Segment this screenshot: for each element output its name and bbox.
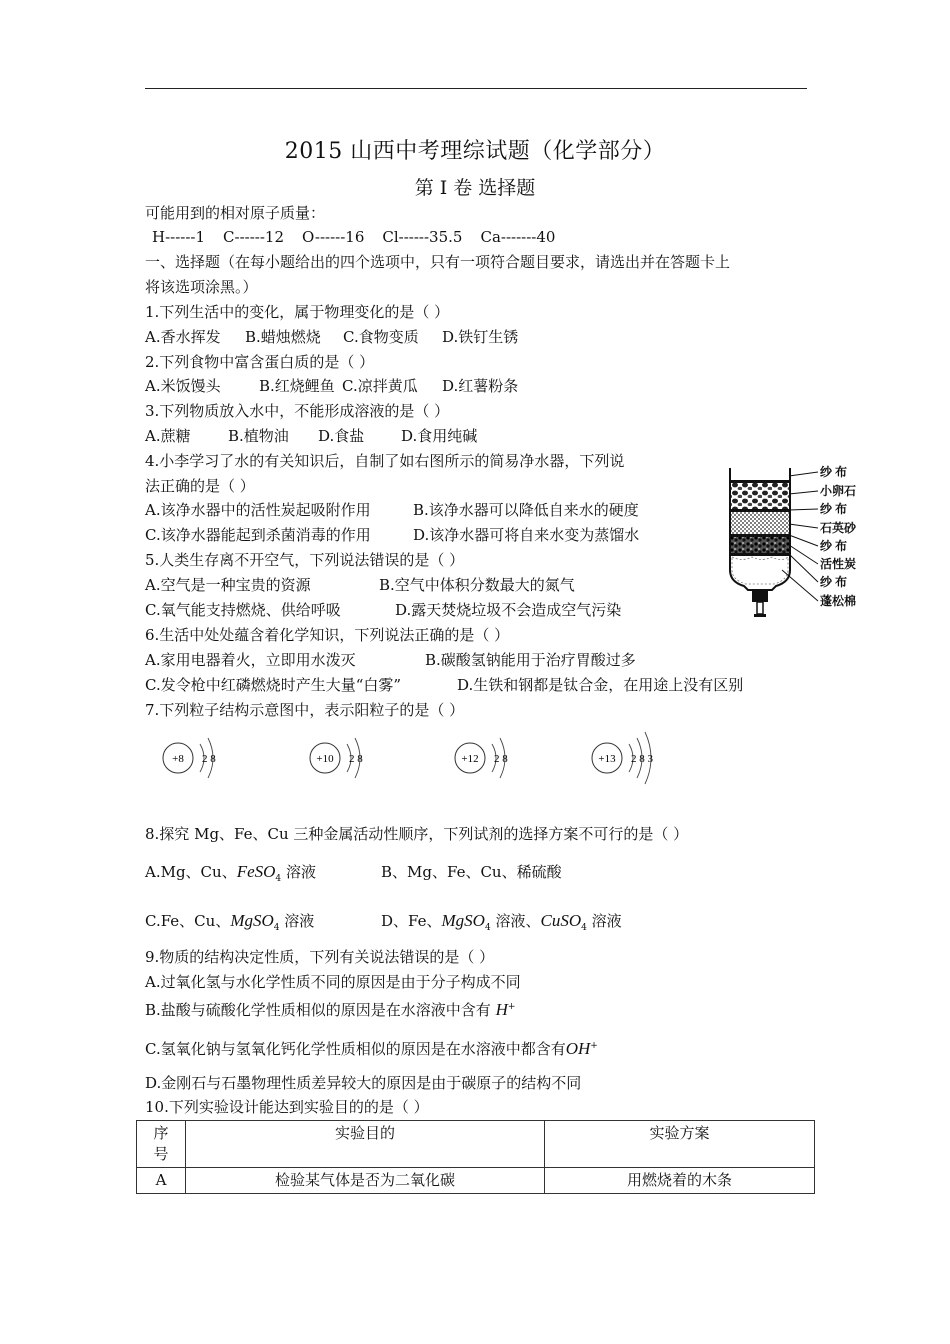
label-cotton: 蓬松棉 — [820, 594, 857, 608]
q8-option-b: B、Mg、Fe、Cu、稀硫酸 — [381, 863, 562, 881]
q2-options — [145, 376, 518, 396]
layer-activated-carbon — [731, 537, 789, 553]
q3-option-a: A.蔗糖 — [145, 427, 191, 445]
q1-options — [145, 327, 518, 347]
header-rule — [145, 88, 807, 89]
atom-d — [592, 732, 654, 810]
q7-stem: 7.下列粒子结构示意图中，表示阳粒子的是（ ） — [145, 701, 465, 719]
atom-d-nucleus-charge: +13 — [598, 753, 616, 765]
water-filter-figure — [722, 458, 872, 643]
q8-d-mid: 溶液、 — [495, 912, 541, 930]
q8-option-c — [145, 911, 381, 938]
q4-option-a: A.该净水器中的活性炭起吸附作用 — [145, 501, 371, 519]
q6-option-c: C.发令枪中红磷燃烧时产生大量“白雾” — [145, 676, 402, 694]
q5-option-b: B.空气中体积分数最大的氮气 — [379, 576, 575, 594]
q6-options-ab — [145, 650, 636, 670]
mass-h: H------1 — [152, 228, 206, 246]
page-title: 2015 山西中考理综试题（化学部分） — [284, 139, 666, 164]
header-plan: 实验方案 — [545, 1121, 815, 1168]
q8-a-sub: 4 — [275, 874, 282, 884]
q9-option-c — [145, 1036, 598, 1059]
q9-stem: 9.物质的结构决定性质，下列有关说法错误的是（ ） — [145, 948, 495, 966]
label-quartz-sand: 石英砂 — [820, 521, 857, 535]
atom-b-electrons: 2 8 — [349, 753, 363, 765]
q1-option-d: D.铁钉生锈 — [442, 328, 519, 346]
layer-gauze-1 — [731, 480, 789, 483]
layer-gauze-3 — [731, 534, 789, 537]
q4-option-d: D.该净水器可将自来水变为蒸馏水 — [413, 526, 640, 544]
q6-option-b: B.碳酸氢钠能用于治疗胃酸过多 — [425, 651, 636, 669]
q10-stem: 10.下列实验设计能达到实验目的的是（ ） — [145, 1098, 429, 1116]
mass-c: C------12 — [223, 228, 285, 246]
q2-stem: 2.下列食物中富含蛋白质的是（ ） — [145, 353, 375, 371]
q9-b-ion: H — [495, 1000, 508, 1019]
atomic-mass-list — [152, 227, 573, 247]
q1-option-c: C.食物变质 — [343, 328, 419, 346]
filter-cap — [752, 590, 768, 602]
atom-b — [310, 738, 363, 810]
atom-a-electrons: 2 8 — [202, 753, 216, 765]
q9-b-text: B.盐酸与硫酸化学性质相似的原因是在水溶液中含有 — [145, 1001, 491, 1019]
q2-option-c: C.凉拌黄瓜 — [342, 377, 418, 395]
q9-option-a: A.过氧化氢与水化学性质不同的原因是由于分子构成不同 — [145, 973, 521, 991]
q1-option-a: A.香水挥发 — [145, 328, 221, 346]
q2-option-b: B.红烧鲤鱼 — [259, 377, 335, 395]
q2-option-d: D.红薯粉条 — [442, 377, 519, 395]
header-no-line1: 序 — [153, 1124, 169, 1142]
q8-option-a — [145, 862, 381, 889]
q6-options-cd — [145, 675, 743, 695]
header-goal: 实验目的 — [186, 1121, 545, 1168]
q5-option-a: A.空气是一种宝贵的资源 — [145, 576, 311, 594]
q9-option-d: D.金刚石与石墨物理性质差异较大的原因是由于碳原子的结构不同 — [145, 1074, 582, 1092]
q8-a-metals: A.Mg、Cu、 — [145, 863, 237, 881]
layer-gauze-4 — [731, 553, 789, 556]
q6-option-a: A.家用电器着火，立即用水泼灭 — [145, 651, 356, 669]
q8-stem: 8.探究 Mg、Fe、Cu 三种金属活动性顺序，下列试剂的选择方案不可行的是（ ） — [145, 825, 689, 843]
label-gauze-3: 纱 布 — [820, 539, 848, 553]
row-a-goal: 检验某气体是否为二氧化碳 — [186, 1168, 545, 1194]
q3-option-c: D.食盐 — [318, 427, 365, 445]
q2-option-a: A.米饭馒头 — [145, 377, 221, 395]
mass-ca: Ca-------40 — [480, 228, 556, 246]
q8-c-solution: 溶液 — [284, 912, 315, 930]
q9-b-charge: + — [507, 1002, 516, 1012]
q4-options-cd — [145, 525, 639, 545]
q1-stem: 1.下列生活中的变化，属于物理变化的是（ ） — [145, 303, 450, 321]
q5-option-d: D.露天焚烧垃圾不会造成空气污染 — [395, 601, 622, 619]
q3-option-b: B.植物油 — [228, 427, 289, 445]
label-activated-carbon: 活性炭 — [820, 557, 857, 571]
q9-c-text: C.氢氧化钠与氢氧化钙化学性质相似的原因是在水溶液中都含有 — [145, 1040, 566, 1058]
q8-d-metal: D、Fe、 — [381, 912, 442, 930]
section-instruction-2: 将该选项涂黑。） — [145, 278, 258, 296]
label-pebbles: 小卵石 — [820, 484, 857, 498]
label-gauze-4: 纱 布 — [820, 575, 848, 589]
q4-option-b: B.该净水器可以降低自来水的硬度 — [413, 501, 639, 519]
mass-o: O------16 — [302, 228, 365, 246]
q8-a-formula: FeSO — [236, 862, 276, 881]
filter-outlet — [757, 602, 763, 614]
q5-options-ab — [145, 575, 575, 595]
q4-stem-1: 4.小李学习了水的有关知识后，自制了如右图所示的简易净水器，下列说 — [145, 452, 625, 470]
table-row — [137, 1168, 815, 1194]
atom-c-electrons: 2 8 — [494, 753, 508, 765]
q5-option-c: C.氧气能支持燃烧、供给呼吸 — [145, 601, 341, 619]
q8-d-sub-2: 4 — [581, 923, 587, 933]
q8-option-d — [381, 911, 622, 938]
q9-c-charge: + — [590, 1041, 598, 1051]
q8-options-cd — [145, 911, 622, 938]
header-no-line2: 号 — [153, 1145, 169, 1163]
q8-d-formula-1: MgSO — [441, 911, 485, 930]
q8-d-sub-1: 4 — [484, 923, 491, 933]
q5-stem: 5.人类生存离不开空气，下列说法错误的是（ ） — [145, 551, 465, 569]
q9-c-ion: OH — [565, 1039, 591, 1058]
mass-cl: Cl------35.5 — [382, 228, 463, 246]
q8-options-ab — [145, 862, 562, 889]
q8-c-sub: 4 — [273, 923, 280, 933]
section-subtitle: 第 I 卷 选择题 — [414, 177, 536, 199]
row-a-no: A — [137, 1168, 186, 1194]
q4-option-c: C.该净水器能起到杀菌消毒的作用 — [145, 526, 371, 544]
q4-stem-2: 法正确的是（ ） — [145, 477, 255, 495]
atom-c — [455, 738, 508, 810]
layer-pebbles — [731, 483, 789, 509]
atom-structure-diagrams — [140, 728, 700, 810]
q3-stem: 3.下列物质放入水中，不能形成溶液的是（ ） — [145, 402, 450, 420]
q3-options — [145, 426, 477, 446]
layer-quartz-sand — [731, 512, 789, 534]
atom-b-nucleus-charge: +10 — [316, 753, 334, 765]
q9-option-b — [145, 997, 515, 1020]
q8-c-metals: C.Fe、Cu、 — [145, 912, 231, 930]
q8-a-solution: 溶液 — [285, 863, 316, 881]
q1-option-b: B.蜡烛燃烧 — [245, 328, 321, 346]
label-gauze-1: 纱 布 — [820, 465, 848, 479]
q4-options-ab — [145, 500, 639, 520]
q6-stem: 6.生活中处处蕴含着化学知识，下列说法正确的是（ ） — [145, 626, 510, 644]
atom-a — [163, 738, 216, 810]
section-instruction-1: 一、选择题（在每小题给出的四个选项中，只有一项符合题目要求，请选出并在答题卡上 — [145, 253, 731, 271]
q5-options-cd — [145, 600, 621, 620]
layer-cotton — [732, 557, 788, 584]
atom-d-electrons: 2 8 3 — [631, 753, 653, 765]
header-no — [137, 1121, 186, 1168]
q3-option-d: D.食用纯碱 — [401, 427, 478, 445]
atom-c-nucleus-charge: +12 — [461, 753, 479, 765]
q10-experiment-table — [136, 1120, 815, 1194]
q8-d-solution: 溶液 — [591, 912, 622, 930]
mass-intro: 可能用到的相对原子质量： — [145, 204, 326, 222]
q8-c-formula: MgSO — [230, 911, 274, 930]
label-gauze-2: 纱 布 — [820, 502, 848, 516]
row-a-plan: 用燃烧着的木条 — [545, 1168, 815, 1194]
atom-a-nucleus-charge: +8 — [172, 753, 184, 765]
table-header-row — [137, 1121, 815, 1168]
layer-gauze-2 — [731, 509, 789, 512]
q8-d-formula-2: CuSO — [540, 911, 582, 930]
q6-option-d: D.生铁和钢都是钛合金，在用途上没有区别 — [457, 676, 744, 694]
